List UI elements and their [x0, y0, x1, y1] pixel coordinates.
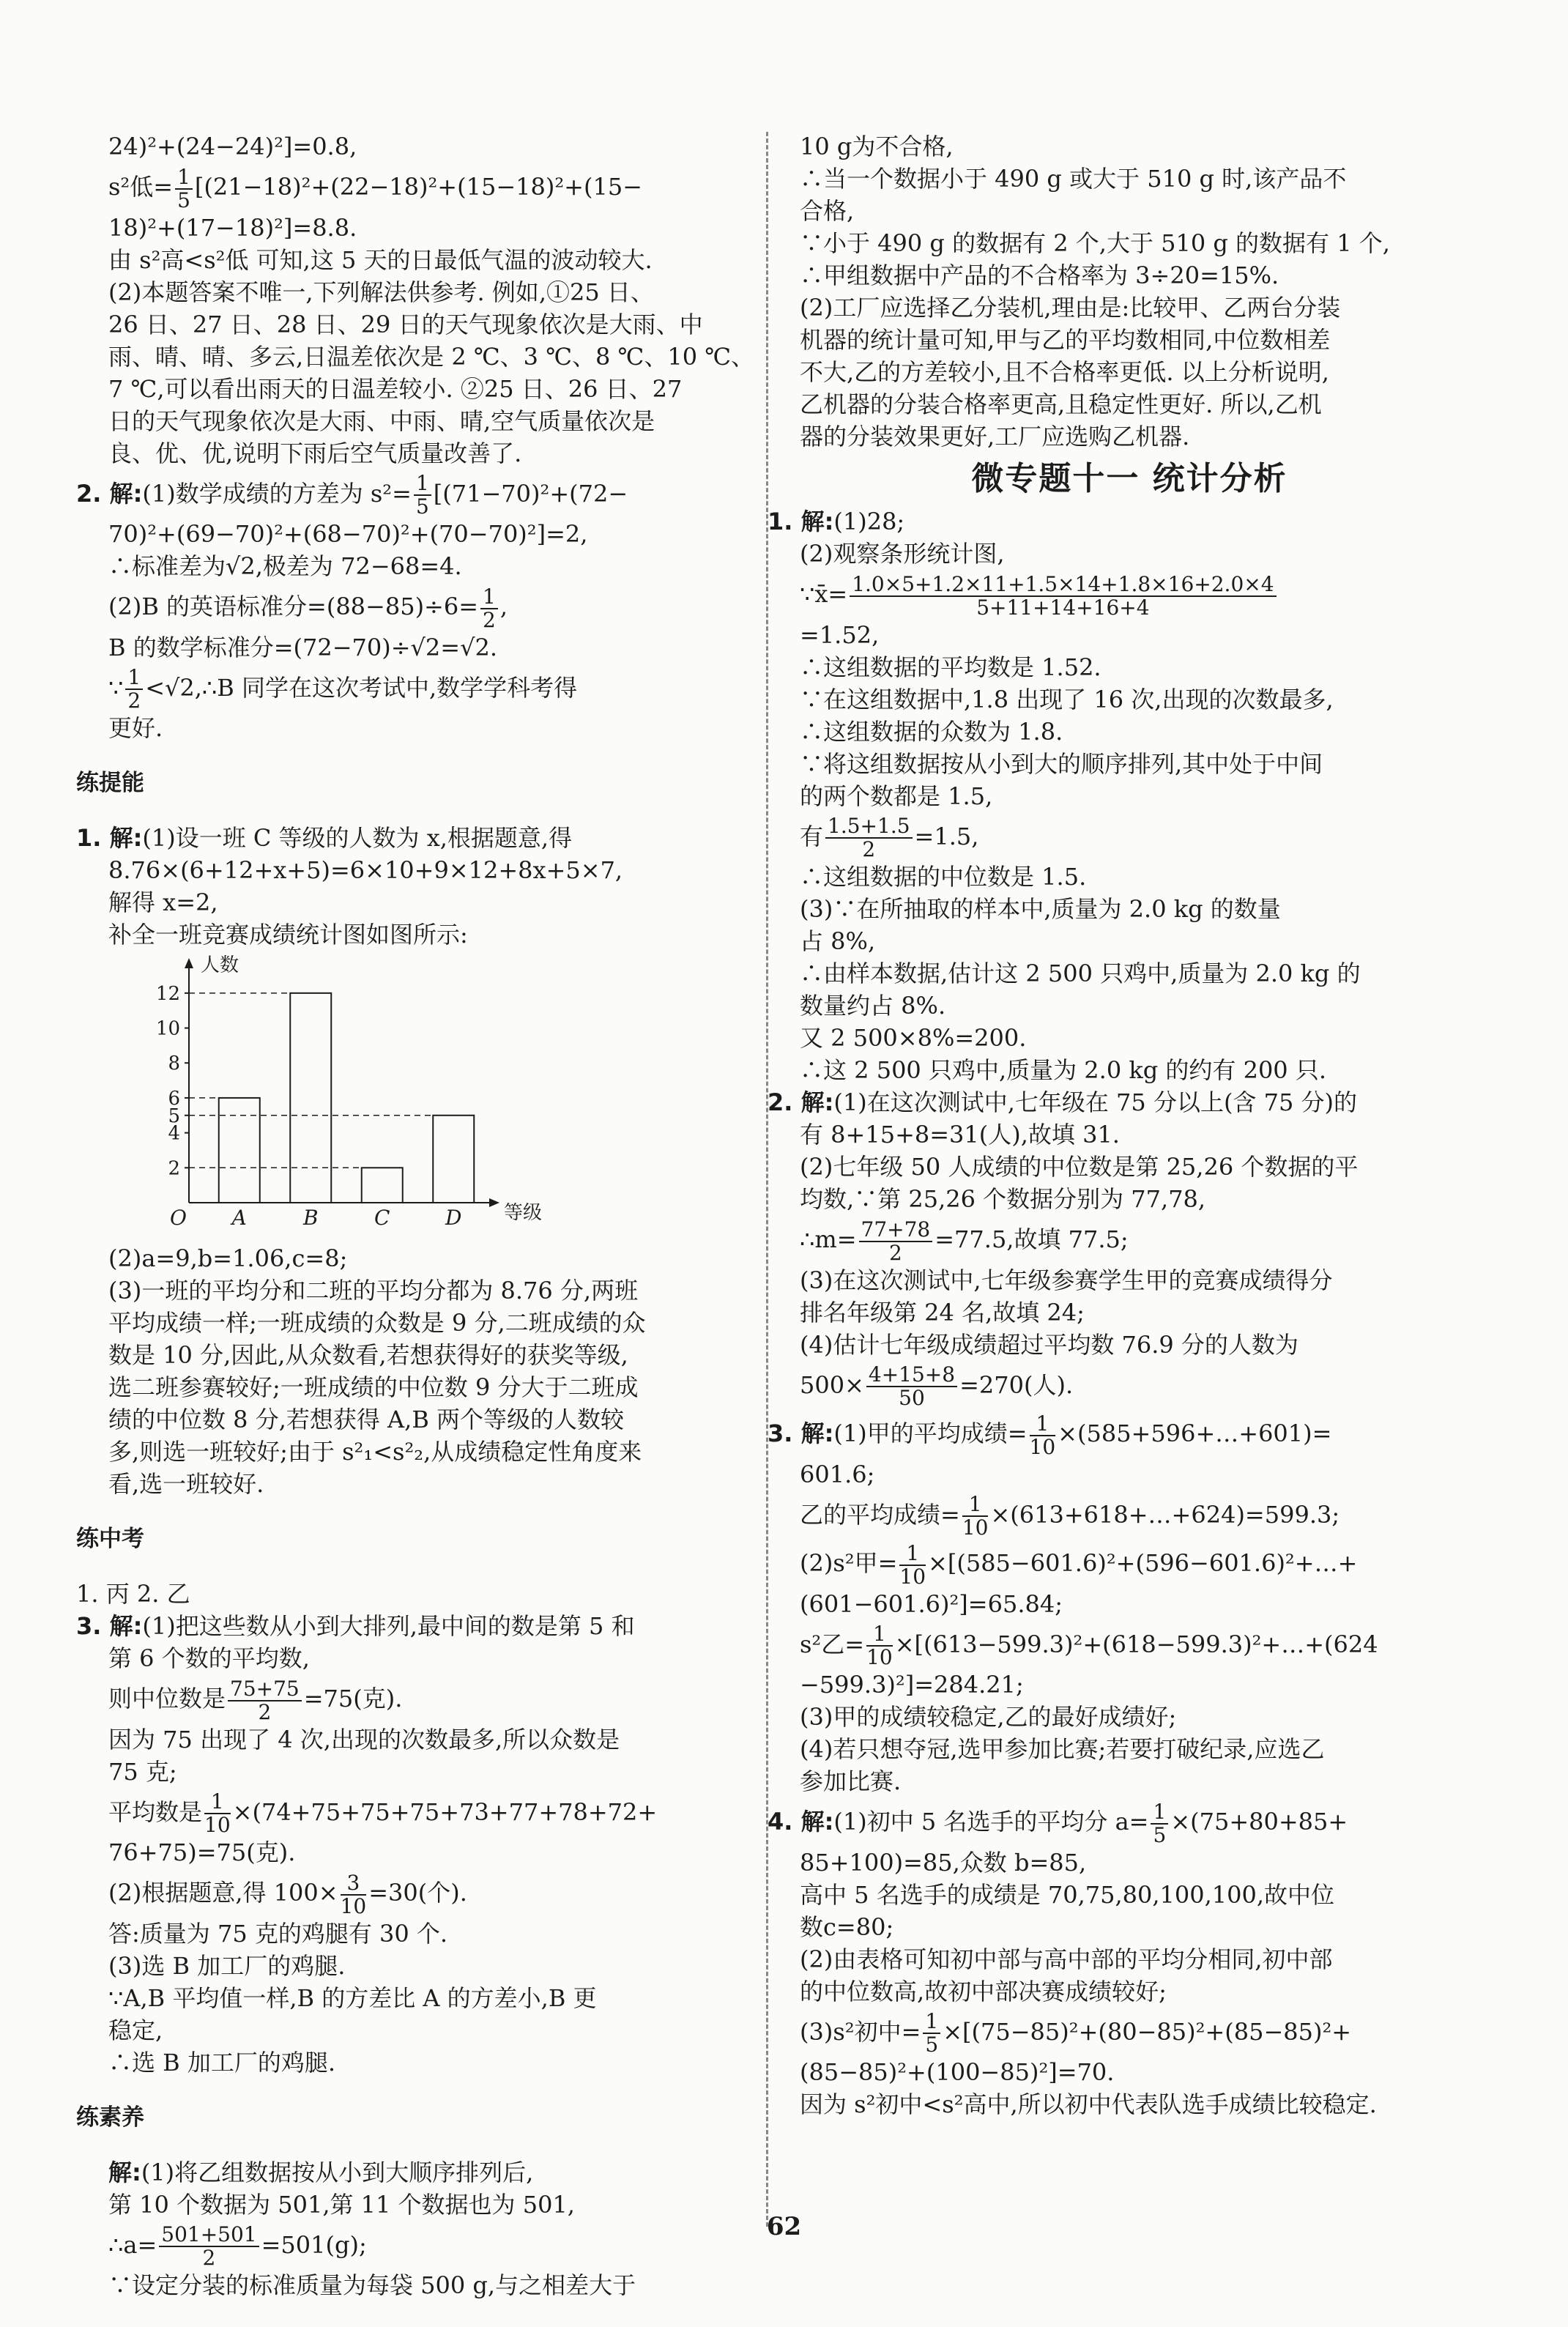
text-line: 器的分装效果更好,工厂应选购乙机器.	[800, 423, 1190, 450]
fraction: $\frac{1}{10}$	[1029, 1411, 1056, 1459]
fraction: $\frac{1}{5}$	[923, 2011, 940, 2056]
y-tick-label: 8	[168, 1053, 180, 1075]
text-line: 第 6 个数的平均数,	[108, 1644, 310, 1672]
text-line: 的中位数高,故初中部决赛成绩较好;	[800, 1977, 1167, 2005]
text-line: (2)由表格可知初中部与高中部的平均分相同,初中部	[800, 1945, 1333, 1973]
question-2: 2. 解:(1)数学成绩的方差为 s²= $\frac{1}{5}$ [(71−70)²+(72−	[76, 471, 628, 519]
text-line: (4)估计七年级成绩超过平均数 76.9 分的人数为	[800, 1330, 1298, 1359]
text-line: ∴当一个数据小于 490 g 或大于 510 g 时,该产品不	[800, 165, 1347, 193]
fraction: $\frac{1}{10}$	[204, 1789, 231, 1837]
text-line: ∵x̄= $\frac{1.0\times 5+1.2\times 11+1.5\times 14+1.8\times 16+2.0\times 4}{5+11+14+16+4}$	[800, 570, 1459, 619]
text-line: ∵将这组数据按从小到大的顺序排列,其中处于中间	[800, 749, 1323, 778]
text-line: 解:(1)将乙组数据按从小到大顺序排列后,	[108, 2158, 534, 2186]
bar-B	[290, 993, 331, 1203]
text-line: 看,选一班较好.	[108, 1470, 264, 1498]
text-line: 排名年级第 24 名,故填 24;	[800, 1298, 1085, 1326]
text-line: 补全一班竞赛成绩统计图如图所示:	[108, 921, 468, 949]
x-tick-label: B	[302, 1206, 319, 1230]
text-line: ∵在这组数据中,1.8 出现了 16 次,出现的次数最多,	[800, 685, 1334, 713]
text-line: 绩的中位数 8 分,若想获得 A,B 两个等级的人数较	[108, 1406, 625, 1433]
fraction: $\frac{77+78}{2}$	[859, 1219, 933, 1264]
text-line: 则中位数是 $\frac{75+75}{2}$ =75(克).	[108, 1676, 403, 1724]
text-line: =1.52,	[800, 620, 880, 649]
text-line: 8.76×(6+12+x+5)=6×10+9×12+8x+5×7,	[108, 856, 623, 884]
text-line: (2)本题答案不唯一,下列解法供参考. 例如,①25 日、	[108, 278, 654, 306]
y-tick-label: 2	[168, 1157, 180, 1180]
question-1: 1. 解:(1)设一班 C 等级的人数为 x,根据题意,得	[76, 824, 573, 852]
text-line: (2)观察条形统计图,	[800, 540, 1005, 568]
text-line: ∵ $\frac{1}{2}$ <√2,∴B 同学在这次考试中,数学学科考得	[108, 665, 578, 713]
text-line: (3)在这次测试中,七年级参赛学生甲的竞赛成绩得分	[800, 1266, 1333, 1294]
text-line: ∴标准差为√2,极差为 72−68=4.	[108, 552, 462, 580]
text-line: 雨、晴、晴、多云,日温差依次是 2 ℃、3 ℃、8 ℃、10 ℃、	[108, 342, 755, 371]
text-line: 不大,乙的方差较小,且不合格率更低. 以上分析说明,	[800, 358, 1329, 386]
y-tick-label: 5	[168, 1105, 180, 1127]
text-line: −599.3)²]=284.21;	[800, 1671, 1024, 1699]
text-line: (3)∵在所抽取的样本中,质量为 2.0 kg 的数量	[800, 895, 1281, 923]
fraction: $\frac{1}{2}$	[480, 586, 498, 631]
text-line: 因为 75 出现了 4 次,出现的次数最多,所以众数是	[108, 1725, 620, 1753]
text-line: 稳定,	[108, 2016, 163, 2044]
section-heading: 练中考	[76, 1526, 144, 1552]
text-line: ∴这组数据的众数为 1.8.	[800, 717, 1063, 746]
text-line: 又 2 500×8%=200.	[800, 1024, 1027, 1052]
text-line: B 的数学标准分=(72−70)÷√2=√2.	[108, 633, 498, 661]
x-tick-label: A	[231, 1206, 247, 1230]
text-line: 乙的平均成绩= $\frac{1}{10}$ ×(613+618+…+624)=599.3;	[800, 1492, 1340, 1540]
text-line: ∵A,B 平均值一样,B 的方差比 A 的方差小,B 更	[108, 1983, 597, 2012]
question-2: 2. 解:(1)在这次测试中,七年级在 75 分以上(含 75 分)的	[768, 1088, 1357, 1116]
text-line: (2)七年级 50 人成绩的中位数是第 25,26 个数据的平	[800, 1153, 1359, 1181]
text-line: (4)若只想夺冠,选甲参加比赛;若要打破纪录,应选乙	[800, 1735, 1325, 1763]
text-line: (3)甲的成绩较稳定,乙的最好成绩好;	[800, 1703, 1177, 1731]
question-4: 4. 解:(1)初中 5 名选手的平均分 a= $\frac{1}{5}$ ×(75+80+85+	[768, 1799, 1348, 1847]
text-line: ∴这 2 500 只鸡中,质量为 2.0 kg 的约有 200 只.	[800, 1056, 1327, 1084]
text-line: 76+75)=75(克).	[108, 1838, 296, 1866]
text-line: 平均成绩一样;一班成绩的众数是 9 分,二班成绩的众	[108, 1309, 646, 1337]
text-line: ∵小于 490 g 的数据有 2 个,大于 510 g 的数据有 1 个,	[800, 229, 1390, 257]
x-axis-arrow	[489, 1198, 499, 1207]
text-line: (2)a=9,b=1.06,c=8;	[108, 1244, 348, 1272]
text-line: 数是 10 分,因此,从众数看,若想获得好的获奖等级,	[108, 1341, 628, 1369]
y-axis-label: 人数	[201, 954, 239, 976]
text-line: ∴a= $\frac{501+501}{2}$ =501(g);	[108, 2222, 367, 2270]
y-tick-label: 6	[168, 1087, 180, 1110]
text-line: 选二班参赛较好;一班成绩的中位数 9 分大于二班成	[108, 1373, 639, 1401]
x-tick-label: C	[374, 1206, 390, 1230]
text-line: 均数,∵第 25,26 个数据分别为 77,78,	[800, 1185, 1206, 1213]
fraction: $\frac{1}{2}$	[125, 667, 143, 712]
section-heading: 练提能	[76, 770, 144, 796]
text-line: ∴这组数据的中位数是 1.5.	[800, 863, 1087, 891]
text-line: 合格,	[800, 197, 855, 225]
section-heading: 练素养	[76, 2104, 144, 2131]
text-line: 日的天气现象依次是大雨、中雨、晴,空气质量依次是	[108, 407, 655, 435]
text-line: 75 克;	[108, 1757, 177, 1786]
text-line: 占 8%,	[800, 927, 876, 955]
text-line: ∴m= $\frac{77+78}{2}$ =77.5,故填 77.5;	[800, 1217, 1129, 1265]
fraction: $\frac{1}{10}$	[962, 1492, 989, 1540]
fraction: $\frac{1}{10}$	[899, 1540, 926, 1589]
column-divider	[766, 132, 768, 2227]
text-line: ∴甲组数据中产品的不合格率为 3÷20=15%.	[800, 261, 1279, 289]
text-line: 数c=80;	[800, 1912, 894, 1941]
question-1: 1. 解:(1)28;	[768, 508, 905, 535]
text-line: 机器的统计量可知,甲与乙的平均数相同,中位数相差	[800, 326, 1331, 354]
text-line: 多,则选一班较好;由于 s²₁<s²₂,从成绩稳定性角度来	[108, 1438, 642, 1466]
topic-title: 微专题十一 统计分析	[971, 460, 1288, 497]
fraction: $\frac{1}{5}$	[1151, 1801, 1168, 1847]
fraction: $\frac{1}{10}$	[866, 1622, 893, 1669]
text-line: 因为 s²初中<s²高中,所以初中代表队选手成绩比较稳定.	[800, 2090, 1377, 2118]
fraction: $\frac{501+501}{2}$	[159, 2224, 259, 2269]
text-line: 24)²+(24−24)²]=0.8,	[108, 133, 357, 160]
origin-label: O	[170, 1206, 187, 1230]
text-line: (3)一班的平均分和二班的平均分都为 8.76 分,两班	[108, 1277, 639, 1304]
text-line: 解得 x=2,	[108, 888, 218, 916]
bar-chart	[138, 954, 548, 1239]
left-column	[76, 130, 755, 2301]
bar-D	[433, 1116, 474, 1203]
text-line: 的两个数都是 1.5,	[800, 782, 993, 810]
text-line: (2)工厂应选择乙分装机,理由是:比较甲、乙两台分装	[800, 294, 1341, 322]
question-3: 3. 解:(1)把这些数从小到大排列,最中间的数是第 5 和	[76, 1612, 635, 1640]
text-line: (3)s²初中= $\frac{1}{5}$ ×[(75−85)²+(80−85)²+(85−85)²+	[800, 2009, 1352, 2057]
y-tick-label: 10	[155, 1017, 180, 1040]
text-line: ∴由样本数据,估计这 2 500 只鸡中,质量为 2.0 kg 的	[800, 960, 1361, 987]
text-line: 高中 5 名选手的成绩是 70,75,80,100,100,故中位	[800, 1880, 1335, 1909]
text-line: ∵设定分装的标准质量为每袋 500 g,与之相差大于	[108, 2271, 636, 2299]
fraction: $\frac{3}{10}$	[340, 1870, 367, 1918]
text-line: 答:质量为 75 克的鸡腿有 30 个.	[108, 1919, 448, 1948]
text-line: (2)s²甲= $\frac{1}{10}$ ×[(585−601.6)²+(596−601.6)²+…+	[800, 1540, 1358, 1589]
fraction: $\frac{75+75}{2}$	[228, 1678, 302, 1723]
text-line: s²乙= $\frac{1}{10}$ ×[(613−599.3)²+(618−599.3)²+…+(624	[800, 1622, 1378, 1669]
text-line: 10 g为不合格,	[800, 133, 954, 160]
fraction: $\frac{1}{5}$	[175, 166, 193, 212]
text-line: 601.6;	[800, 1460, 875, 1488]
text-line: ∴这组数据的平均数是 1.52.	[800, 653, 1101, 681]
text-line: 参加比赛.	[800, 1767, 902, 1795]
text-line: 由 s²高<s²低 可知,这 5 天的日最低气温的波动较大.	[108, 245, 653, 274]
text-line: (2)根据题意,得 100× $\frac{3}{10}$ =30(个).	[108, 1870, 467, 1918]
text-line: 26 日、27 日、28 日、29 日的天气现象依次是大雨、中	[108, 310, 703, 338]
text-line: 7 ℃,可以看出雨天的日温差较小. ②25 日、26 日、27	[108, 374, 683, 403]
y-tick-label: 4	[168, 1122, 180, 1145]
text-line: (3)选 B 加工厂的鸡腿.	[108, 1951, 346, 1980]
fraction: $\frac{4+15+8}{50}$	[866, 1364, 957, 1409]
text-line: s²低= $\frac{1}{5}$ [(21−18)²+(22−18)²+(15−18)²+(15−	[108, 164, 642, 212]
fraction: $\frac{1.5+1.5}{2}$	[825, 815, 913, 861]
text-line: 乙机器的分装合格率更高,且稳定性更好. 所以,乙机	[800, 390, 1322, 418]
page-number: 62	[766, 2212, 802, 2241]
text-line: 有 8+15+8=31(人),故填 31.	[800, 1121, 1120, 1148]
text-line: (2)B 的英语标准分=(88−85)÷6= $\frac{1}{2}$ ,	[108, 584, 508, 632]
bar-chart-svg	[138, 954, 548, 1239]
fraction: $\frac{1.0\times 5+1.2\times 11+1.5\times 14+1.8\times 16+2.0\times 4}{5+11+14+16+4}$	[850, 574, 1276, 619]
text-line: 更好.	[108, 714, 163, 742]
x-tick-label: D	[445, 1206, 462, 1230]
fraction: $\frac{1}{5}$	[414, 472, 431, 518]
text-line: 85+100)=85,众数 b=85,	[800, 1848, 1087, 1877]
text-line: 第 10 个数据为 501,第 11 个数据也为 501,	[108, 2190, 575, 2219]
text-line: 良、优、优,说明下雨后空气质量改善了.	[108, 439, 522, 467]
answer-line: 1. 丙 2. 乙	[76, 1580, 190, 1608]
text-line: 有 $\frac{1.5+1.5}{2}$ =1.5,	[800, 814, 979, 861]
text-line: (85−85)²+(100−85)²]=70.	[800, 2058, 1115, 2086]
right-column	[768, 130, 1459, 2120]
x-axis-label: 等级	[504, 1202, 543, 1224]
bar-A	[219, 1098, 260, 1203]
question-3: 3. 解:(1)甲的平均成绩= $\frac{1}{10}$ ×(585+596+…+601)=	[768, 1411, 1332, 1459]
y-tick-label: 12	[155, 982, 180, 1005]
bar-C	[362, 1168, 403, 1203]
y-axis-arrow	[185, 958, 193, 968]
text-line: ∴选 B 加工厂的鸡腿.	[108, 2048, 336, 2077]
text-line: 18)²+(17−18)²]=8.8.	[108, 213, 357, 242]
text-line: 平均数是 $\frac{1}{10}$ ×(74+75+75+75+73+77+78+72+	[108, 1789, 658, 1837]
text-line: 500× $\frac{4+15+8}{50}$ =270(人).	[800, 1362, 1074, 1410]
text-line: (601−601.6)²]=65.84;	[800, 1589, 1063, 1618]
text-line: 数量约占 8%.	[800, 992, 946, 1020]
text-line: 70)²+(69−70)²+(68−70)²+(70−70)²]=2,	[108, 520, 588, 548]
